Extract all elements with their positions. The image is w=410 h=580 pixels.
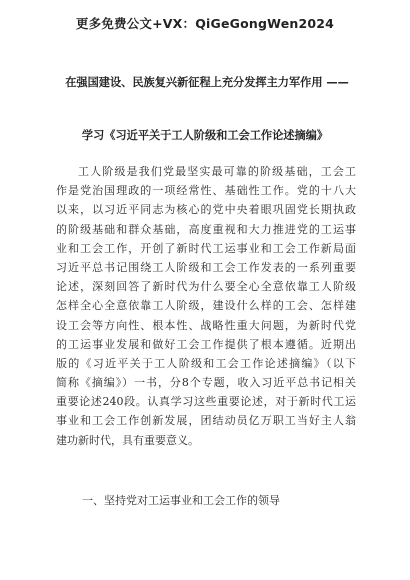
body-line: 事业和工会工作创新发展，团结动员亿万职工当好主人翁: [56, 414, 356, 428]
body-line: 以来，以习近平同志为核心的党中央着眼巩固党长期执政: [56, 203, 356, 217]
document-title: 在强国建设、民族复兴新征程上充分发挥主力军作用 ——: [65, 76, 349, 89]
body-paragraph: [56, 162, 356, 450]
body-line: 业和工会工作，开创了新时代工运事业和工会工作新局面: [56, 241, 356, 255]
body-line: 的工运事业发展和做好工会工作提供了根本遵循。近期出: [56, 337, 356, 351]
body-line: 简称《摘编》）一书，分8个专题，收入习近平总书记相关: [56, 376, 356, 390]
body-line: 工人阶级是我们党最坚实最可靠的阶级基础，工会工: [78, 165, 356, 178]
body-line: 论述，深刻回答了新时代为什么要全心全意依靠工人阶级: [56, 280, 356, 294]
body-line: 作是党治国理政的一项经常性、基础性工作。党的十八大: [56, 184, 356, 198]
body-line: 建功新时代，具有重要意义。: [56, 433, 199, 447]
body-line: 重要论述240段。认真学习这些重要论述，对于新时代工运: [56, 395, 356, 409]
section-heading: 一、坚持党对工运事业和工会工作的领导: [82, 494, 280, 507]
body-line: 的阶级基础和群众基础，高度重视和大力推进党的工运事: [56, 222, 356, 236]
document-subtitle: 学习《习近平关于工人阶级和工会工作论述摘编》: [81, 129, 329, 142]
header-note: 更多免费公文+VX：QiGeGongWen2024: [75, 16, 335, 31]
body-line: 版的《习近平关于工人阶级和工会工作论述摘编》（以下: [56, 356, 356, 370]
body-line: 习近平总书记围绕工人阶级和工会工作发表的一系列重要: [56, 260, 356, 274]
body-line: 设工会等方向性、根本性、战略性重大问题，为新时代党: [56, 318, 356, 332]
body-line: 怎样全心全意依靠工人阶级，建设什么样的工会、怎样建: [56, 299, 356, 313]
